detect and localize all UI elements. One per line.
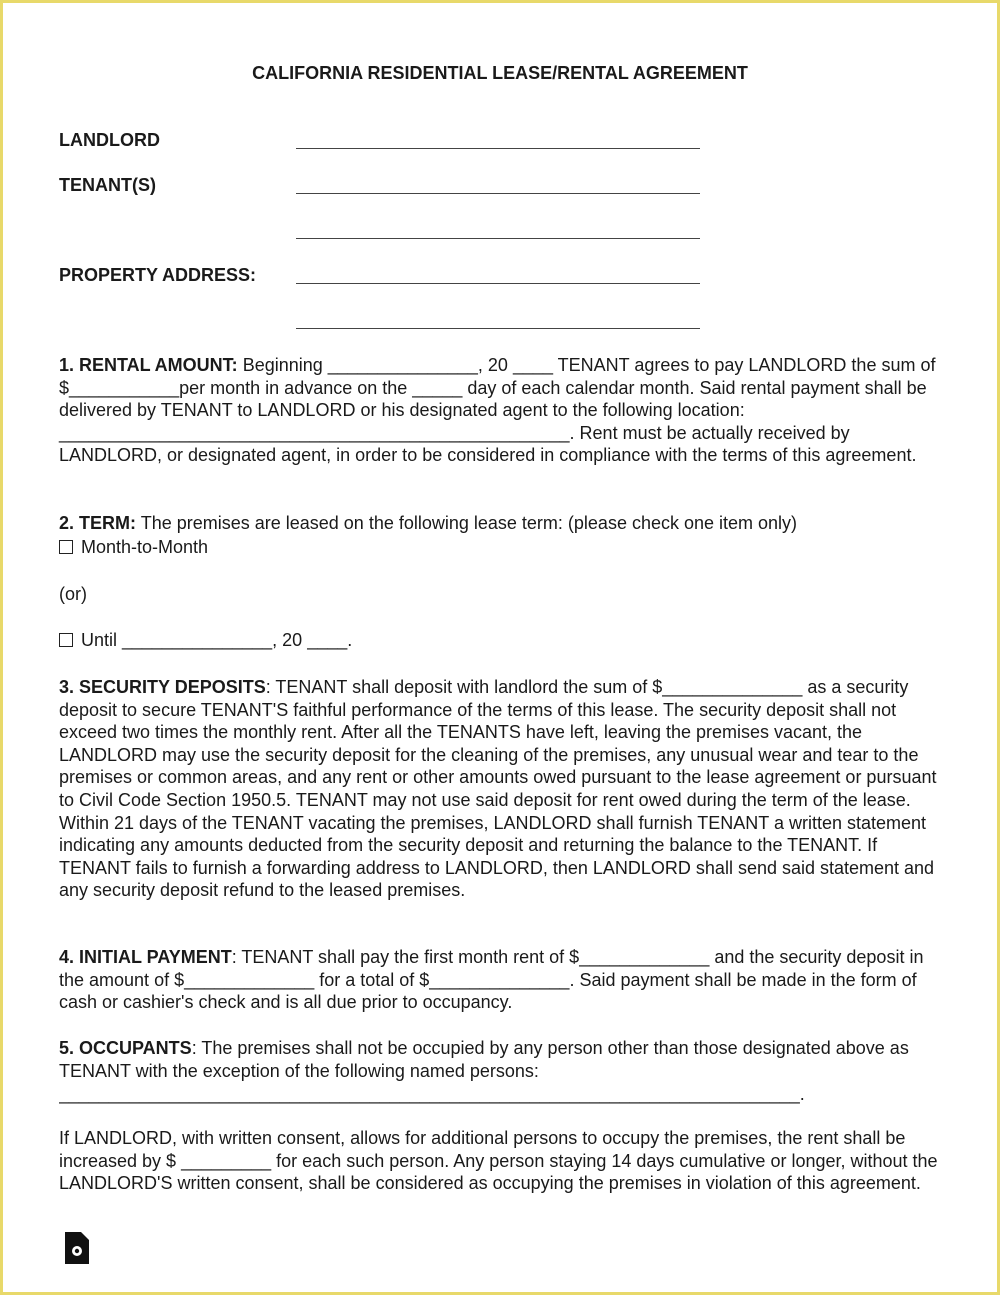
section-4-heading: 4. INITIAL PAYMENT (59, 947, 232, 967)
term-option-2-label: Until _______________, 20 ____. (81, 630, 353, 650)
document-icon (65, 1232, 89, 1264)
checkbox[interactable] (59, 633, 73, 647)
landlord-label: LANDLORD (59, 130, 160, 150)
address-line-2[interactable] (296, 328, 700, 329)
landlord-line[interactable] (296, 148, 700, 149)
section-2-heading: 2. TERM: (59, 513, 137, 533)
checkbox[interactable] (59, 540, 73, 554)
term-option-1-label: Month-to-Month (81, 537, 209, 557)
term-option-month-to-month[interactable] (59, 537, 208, 558)
document-title: CALIFORNIA RESIDENTIAL LEASE/RENTAL AGREEMENT (252, 63, 748, 83)
section-2-text: The premises are leased on the following lease term: (please check one item only) (140, 513, 798, 533)
section-3-text: : TENANT shall deposit with landlord the sum of $______________ as a security deposit to secure TENANT'S faithful performance of the terms of this lease. The security deposit shall not exceed two times the monthly rent. After all the TENANTS have left, leaving the premises vacant, the LANDLORD may use the security deposit for the cleaning of the premises, any unusual wear and tear to the premises or common areas, and any rent or other amounts owed pursuant to the lease agreement or pursuant to Civil Code Section 1950.5. TENANT may not use said deposit for rent owed during the term of the lease. Within 21 days of the TENANT vacating the premises, LANDLORD shall furnish TENANT a written statement indicating any amounts deducted from the security deposit and returning the balance to the TENANT. If TENANT fails to furnish a forwarding address to LANDLORD, then LANDLORD shall send said statement and any security deposit refund to the leased premises. (59, 677, 937, 901)
section-rental-amount (59, 354, 943, 467)
tenants-label: TENANT(S) (59, 175, 156, 195)
section-security-deposits (59, 676, 943, 902)
section-initial-payment (59, 946, 943, 1014)
term-or: (or) (59, 584, 87, 604)
section-1-text: Beginning _______________, 20 ____ TENANT agrees to pay LANDLORD the sum of $___________per month in advance on the _____ day of each calendar month. Said rental payment shall be delivered by TENANT to LANDLORD or his designated agent to the following location: ___________________________________________________. Rent must be actually received by LANDLORD, or designated agent, in order to be considered in compliance with the terms of this agreement. (59, 355, 936, 466)
occupants-line[interactable]: __________________________________________________________________________. (59, 1084, 805, 1104)
section-5-text: : The premises shall not be occupied by any person other than those designated above as TENANT with the exception of the following named persons: (59, 1038, 909, 1081)
section-occupants (59, 1037, 943, 1082)
section-1-heading: 1. RENTAL AMOUNT: (59, 355, 238, 375)
tenant-line-1[interactable] (296, 193, 700, 194)
section-3-heading: 3. SECURITY DEPOSITS (59, 677, 266, 697)
tenant-line-2[interactable] (296, 238, 700, 239)
term-option-until[interactable] (59, 630, 352, 651)
property-address-label: PROPERTY ADDRESS: (59, 265, 257, 285)
section-5-heading: 5. OCCUPANTS (59, 1038, 192, 1058)
address-line-1[interactable] (296, 283, 700, 284)
section-occupants-additional: If LANDLORD, with written consent, allows for additional persons to occupy the premises, the rent shall be increased by $ _________ for each such person. Any person staying 14 days cumulative or longer, without the LANDLORD'S written consent, shall be considered as occupying the premises in violation of this agreement. (59, 1128, 938, 1194)
section-term (59, 512, 943, 535)
section-4-text: : TENANT shall pay the first month rent of $_____________ and the security deposit in the amount of $_____________ for a total of $______________. Said payment shall be made in the form of cash or cashier's check and is all due prior to occupancy. (59, 947, 924, 1013)
